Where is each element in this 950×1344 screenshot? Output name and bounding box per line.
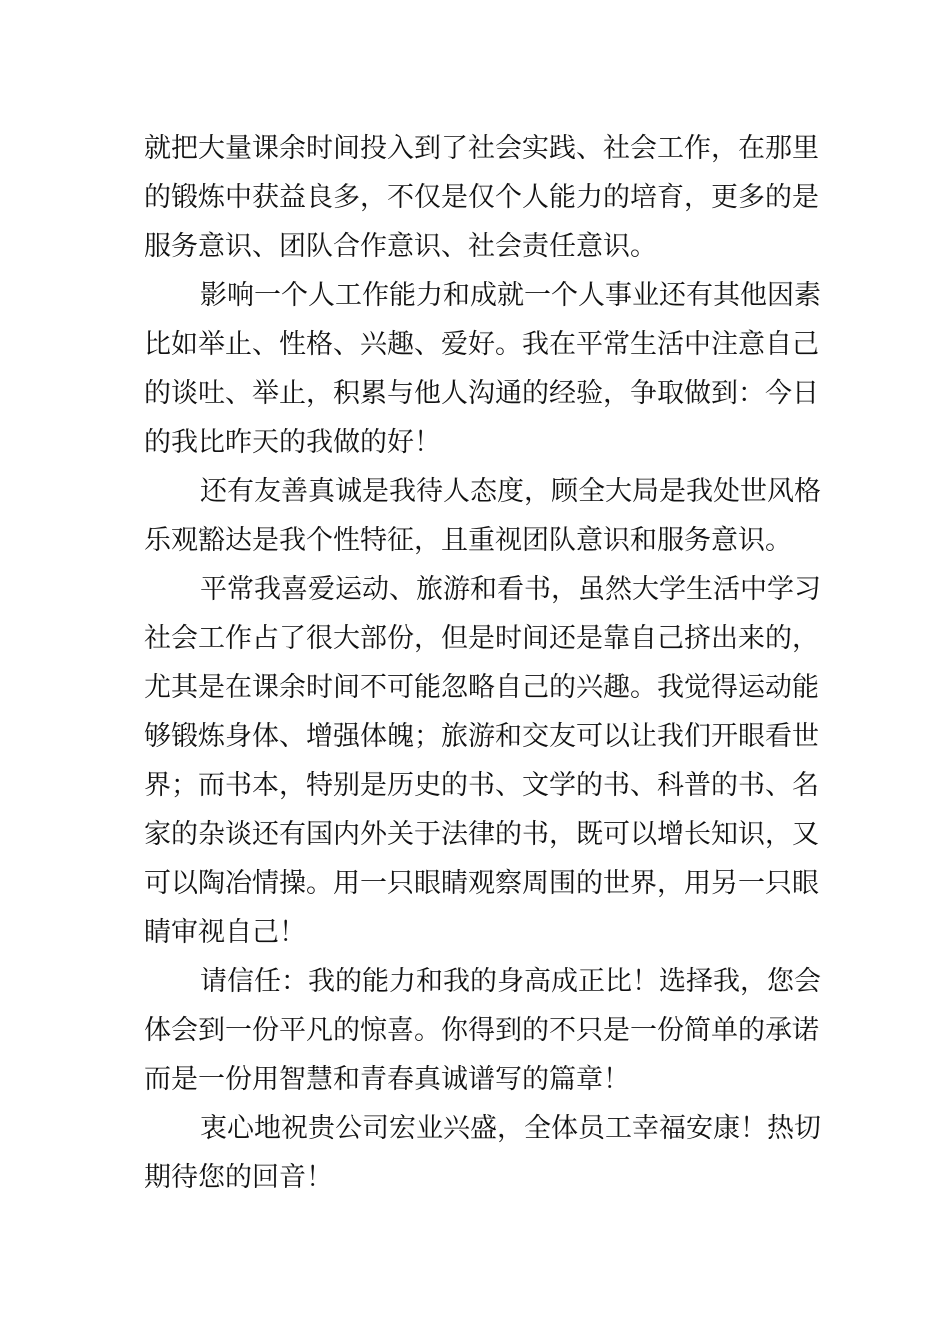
text-line: 而是一份用智慧和青春真诚谱写的篇章！ [144,1064,630,1095]
text-line: 社会工作占了很大部份，但是时间还是靠自己挤出来的， [144,623,819,654]
text-line: 平常我喜爱运动、旅游和看书，虽然大学生活中学习 [200,574,821,605]
document-body [144,124,821,1202]
text-line: 够锻炼身体、增强体魄；旅游和交友可以让我们开眼看世 [144,721,819,752]
text-line: 的我比昨天的我做的好！ [144,427,441,458]
text-line: 的锻炼中获益良多，不仅是仅个人能力的培育，更多的是 [144,182,819,213]
text-line: 期待您的回音！ [144,1162,333,1193]
paragraph [144,467,821,565]
text-line: 影响一个人工作能力和成就一个人事业还有其他因素 [200,280,821,311]
text-line: 体会到一份平凡的惊喜。你得到的不只是一份简单的承诺 [144,1015,819,1046]
paragraph [144,124,819,271]
paragraph [144,565,821,957]
text-line: 界；而书本，特别是历史的书、文学的书、科普的书、名 [144,770,819,801]
text-line: 比如举止、性格、兴趣、爱好。我在平常生活中注意自己 [144,329,819,360]
paragraph [144,957,821,1104]
text-line: 还有友善真诚是我待人态度，顾全大局是我处世风格 [200,476,821,507]
text-line: 请信任：我的能力和我的身高成正比！选择我，您会 [200,966,821,997]
text-line: 服务意识、团队合作意识、社会责任意识。 [144,231,657,262]
text-line: 乐观豁达是我个性特征，且重视团队意识和服务意识。 [144,525,792,556]
text-line: 睛审视自己！ [144,917,306,948]
text-line: 可以陶冶情操。用一只眼睛观察周围的世界，用另一只眼 [144,868,819,899]
text-line: 就把大量课余时间投入到了社会实践、社会工作，在那里 [144,133,819,164]
text-line: 衷心地祝贵公司宏业兴盛，全体员工幸福安康！热切 [200,1113,821,1144]
text-line: 的谈吐、举止，积累与他人沟通的经验，争取做到：今日 [144,378,819,409]
text-line: 尤其是在课余时间不可能忽略自己的兴趣。我觉得运动能 [144,672,819,703]
paragraph [144,1104,821,1202]
text-line: 家的杂谈还有国内外关于法律的书，既可以增长知识，又 [144,819,819,850]
paragraph [144,271,821,467]
